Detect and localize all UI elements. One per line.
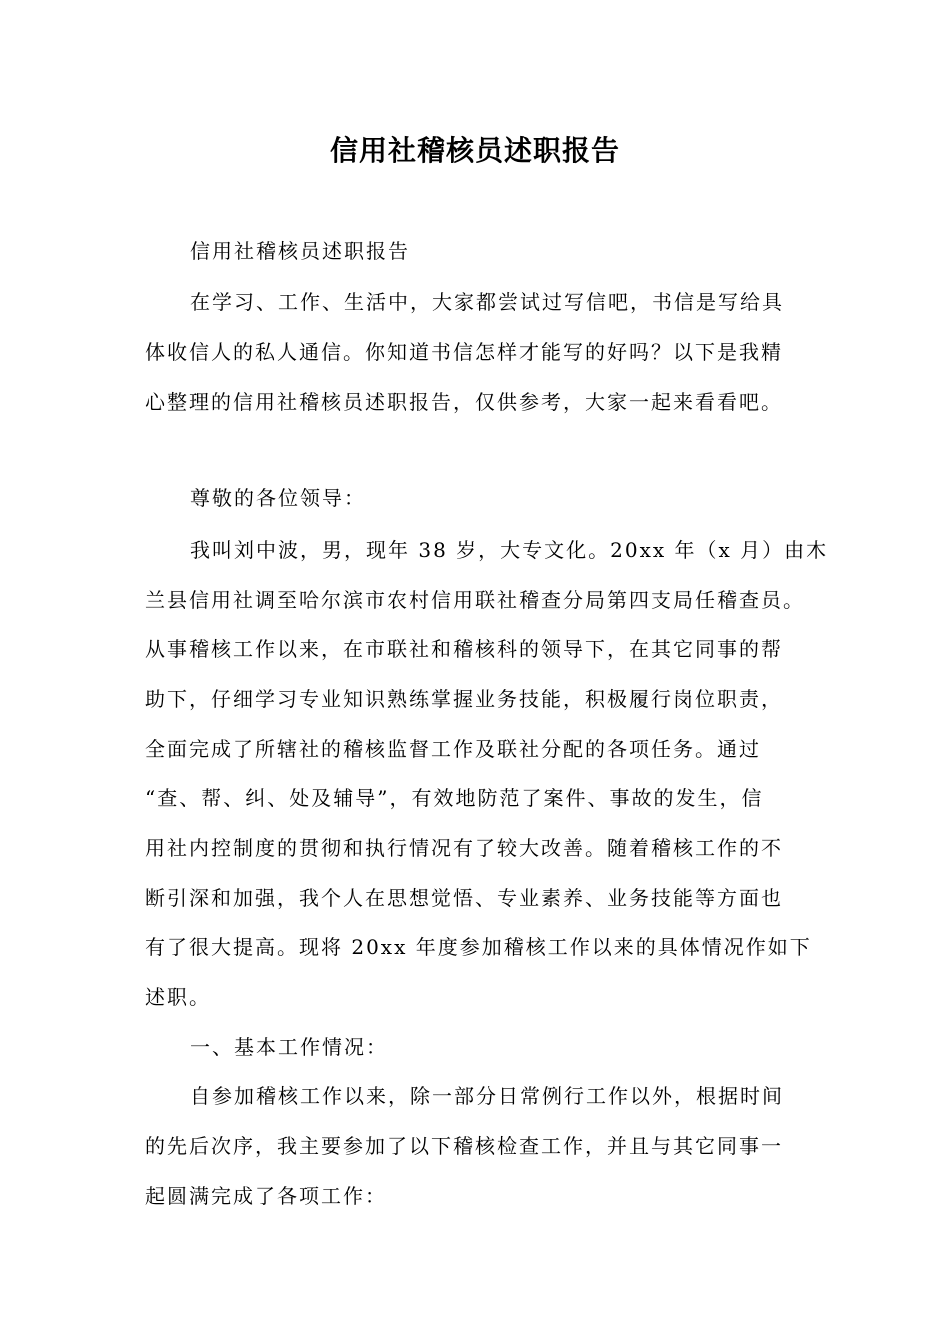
text-line: 全面完成了所辖社的稽核监督工作及联社分配的各项任务。通过 [145, 737, 761, 761]
text-line: 从事稽核工作以来，在市联社和稽核科的领导下，在其它同事的帮 [145, 637, 783, 661]
text-line: 断引深和加强，我个人在思想觉悟、专业素养、业务技能等方面也 [145, 886, 783, 910]
document-title: 信用社稽核员述职报告 [329, 134, 620, 167]
text-line: “查、帮、纠、处及辅导”，有效地防范了案件、事故的发生，信 [145, 786, 764, 810]
paragraph-subtitle: 信用社稽核员述职报告 [190, 239, 410, 263]
text-line: 有了很大提高。现将 20xx 年度参加稽核工作以来的具体情况作如下 [145, 935, 812, 959]
text-line: 我叫刘中波，男，现年 38 岁，大专文化。20xx 年（x 月）由木 [190, 538, 829, 562]
salutation: 尊敬的各位领导： [190, 486, 366, 510]
text-line: 的先后次序，我主要参加了以下稽核检查工作，并且与其它同事一 [145, 1134, 783, 1158]
text-line: 心整理的信用社稽核员述职报告，仅供参考，大家一起来看看吧。 [145, 390, 783, 414]
text-line: 在学习、工作、生活中，大家都尝试过写信吧，书信是写给具 [190, 290, 784, 314]
text-line: 自参加稽核工作以来，除一部分日常例行工作以外，根据时间 [190, 1084, 784, 1108]
text-line: 体收信人的私人通信。你知道书信怎样才能写的好吗？以下是我精 [145, 340, 783, 364]
text-line: 用社内控制度的贯彻和执行情况有了较大改善。随着稽核工作的不 [145, 836, 783, 860]
text-line: 起圆满完成了各项工作： [145, 1184, 387, 1208]
text-line: 述职。 [145, 985, 211, 1009]
text-line: 兰县信用社调至哈尔滨市农村信用联社稽查分局第四支局任稽查员。 [145, 588, 805, 612]
section-heading: 一、基本工作情况： [190, 1035, 388, 1059]
text-line: 助下，仔细学习专业知识熟练掌握业务技能，积极履行岗位职责， [145, 687, 783, 711]
